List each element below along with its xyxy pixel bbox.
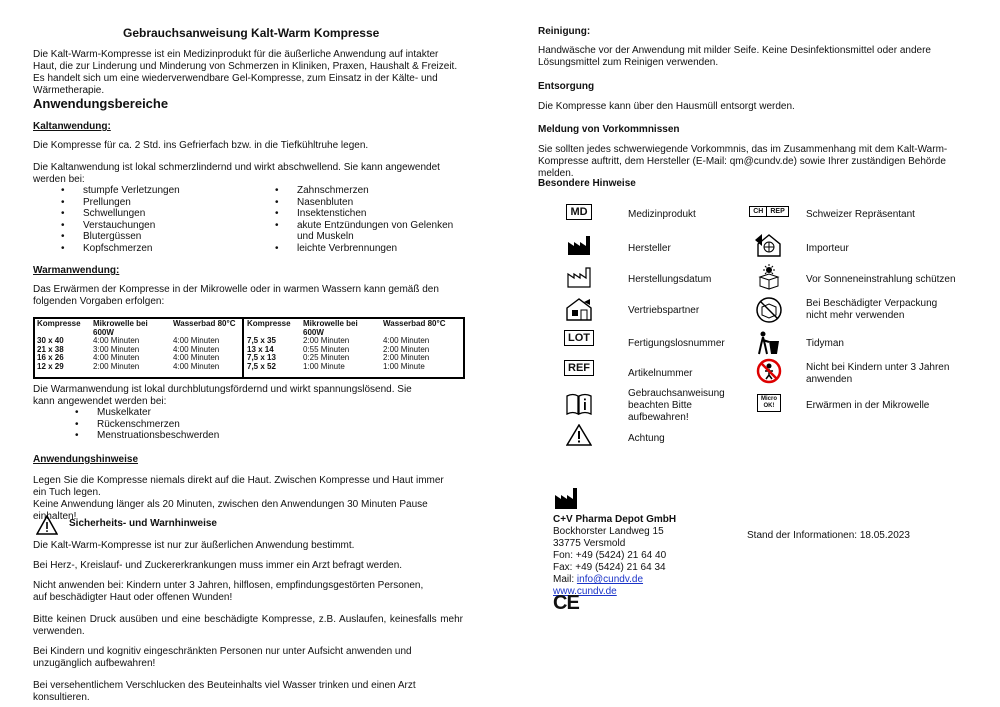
symbol-label: Hersteller xyxy=(628,243,671,254)
table-cell: 30 x 40 xyxy=(37,336,64,345)
entsorgung-text: Die Kompresse kann über den Hausmüll entsorgt werden. xyxy=(538,101,795,112)
warning-icon xyxy=(36,515,58,535)
symbol-beschaedigt xyxy=(752,296,786,324)
instructions-icon xyxy=(562,392,596,416)
kalt-list-left xyxy=(61,185,251,254)
table-cell: 4:00 Minuten xyxy=(93,336,140,345)
list-item: • Kopfschmerzen xyxy=(61,243,251,255)
symbol-herstellungsdatum xyxy=(562,266,596,288)
symbol-ref xyxy=(562,360,596,376)
lot-icon xyxy=(562,330,596,346)
symbol-gebrauchsanweisung xyxy=(562,392,596,416)
symbol-label: Fertigungslosnummer xyxy=(628,338,725,349)
heating-table-right xyxy=(245,320,459,371)
table-cell: 0:55 Minuten xyxy=(303,344,350,354)
symbol-mikrowelle xyxy=(752,394,786,412)
page-title: Gebrauchsanweisung Kalt-Warm Kompresse xyxy=(123,26,380,40)
company-fax: Fax: +49 (5424) 21 64 34 xyxy=(553,562,666,573)
hinweise-text-1: Legen Sie die Kompresse niemals direkt auf die Haut. Zwischen Kompresse und Haut immer ein Tuch legen. xyxy=(33,475,444,498)
rep-text: REP xyxy=(770,208,785,215)
table-cell: 16 x 26 xyxy=(37,353,64,362)
table-cell: 4:00 Minuten xyxy=(173,336,220,345)
table-cell: 7,5 x 52 xyxy=(247,361,276,371)
sicherheit-text-6: Bei versehentlichem Verschlucken des Beuteinhalts viel Wasser trinken und einen Arzt konsultieren. xyxy=(33,680,416,703)
warm-list xyxy=(75,407,375,442)
ce-mark: CE xyxy=(553,592,579,614)
symbol-label: Importeur xyxy=(806,243,849,254)
company-mail-row xyxy=(553,574,676,586)
table-header: Wasserbad 80°C xyxy=(383,319,446,328)
list-item: • Prellungen xyxy=(61,197,251,209)
md-icon xyxy=(562,204,596,220)
symbol-label: Schweizer Repräsentant xyxy=(806,209,915,220)
list-item: • Nasenbluten xyxy=(275,197,467,209)
symbol-tidyman xyxy=(752,331,786,355)
email-link[interactable]: info@cundv.de xyxy=(576,574,644,585)
warm-heading: Warmanwendung: xyxy=(33,265,120,276)
hinweise-text-2: Keine Anwendung länger als 20 Minuten, zwischen den Anwendungen 30 Minuten Pause einhalten! xyxy=(33,499,428,522)
table-header: Mikrowelle bei 600W xyxy=(93,319,148,337)
sicherheit-text-4: Bitte keinen Druck ausüben und eine beschädigte Kompresse, z.B. Auslaufen, keinesfalls mehr verwenden. xyxy=(33,614,463,637)
table-cell: 12 x 29 xyxy=(37,361,64,371)
table-row xyxy=(35,363,241,372)
section-heading-anwendungsbereiche: Anwendungsbereiche xyxy=(33,96,169,111)
table-cell: 2:00 Minuten xyxy=(383,344,430,354)
ref-icon xyxy=(562,360,596,376)
list-item: • Verstauchungen xyxy=(61,220,251,232)
symbol-hersteller xyxy=(562,234,596,256)
symbol-label: Vertriebspartner xyxy=(628,305,700,316)
company-name: C+V Pharma Depot GmbH xyxy=(553,514,677,525)
warm-text-1: Das Erwärmen der Kompresse in der Mikrowelle oder in warmen Wassern kann gemäß den folgenden Vorgaben erfolgen: xyxy=(33,284,439,307)
symbol-label: Medizinprodukt xyxy=(628,209,696,220)
do-not-use-damaged-icon xyxy=(752,296,786,324)
table-row xyxy=(245,354,459,363)
table-cell: 21 x 38 xyxy=(37,344,64,354)
table-cell: 4:00 Minuten xyxy=(173,353,220,362)
manufacture-date-icon xyxy=(562,266,596,288)
table-cell: 2:00 Minuten xyxy=(93,361,140,371)
table-cell: 7,5 x 13 xyxy=(247,353,276,362)
keep-away-sunlight-icon xyxy=(752,264,786,290)
table-header: Mikrowelle bei 600W xyxy=(303,319,358,337)
list-item: • Menstruationsbeschwerden xyxy=(75,430,375,442)
sicherheit-text-5: Bei Kindern und kognitiv eingeschränkten Personen nur unter Aufsicht anwenden und unzugänglich aufbewahren! xyxy=(33,646,412,669)
sicherheit-text-1: Die Kalt-Warm-Kompresse ist nur zur äußerlichen Anwendung bestimmt. xyxy=(33,540,355,551)
importer-icon xyxy=(752,230,786,258)
symbol-achtung xyxy=(562,424,596,446)
manufacturer-icon xyxy=(553,486,579,513)
meldung-heading: Meldung von Vorkommnissen xyxy=(538,124,680,135)
hinweise-heading: Anwendungshinweise xyxy=(33,454,139,465)
symbol-kinder xyxy=(752,358,786,384)
warm-text-2: Die Warmanwendung ist lokal durchblutungsfördernd und wirkt spannungslösend. Sie kann angewendet werden bei: xyxy=(33,384,412,407)
kalt-text-2: Die Kaltanwendung ist lokal schmerzlindernd und wirkt abschwellend. Sie kann angewendet werden bei: xyxy=(33,162,440,185)
heating-table-left xyxy=(35,320,241,371)
no-children-icon xyxy=(752,358,786,384)
table-cell: 4:00 Minuten xyxy=(173,361,220,371)
microwave-icon xyxy=(752,394,786,412)
list-item: • Insektenstichen xyxy=(275,208,467,220)
table-cell: 1:00 Minute xyxy=(383,361,425,371)
besondere-heading: Besondere Hinweise xyxy=(538,178,636,189)
company-phone: Fon: +49 (5424) 21 64 40 xyxy=(553,550,667,561)
symbol-label: Tidyman xyxy=(806,338,844,349)
symbol-importeur xyxy=(752,230,786,258)
tidyman-icon xyxy=(752,331,786,355)
symbol-ch-rep xyxy=(752,206,786,217)
symbol-lot xyxy=(562,330,596,346)
table-cell: 4:00 Minuten xyxy=(383,336,430,345)
sicherheit-heading: Sicherheits- und Warnhinweise xyxy=(69,518,217,529)
table-cell: 4:00 Minuten xyxy=(93,353,140,362)
micro-text: Micro xyxy=(760,396,777,402)
list-item: • Blutergüssen xyxy=(61,231,251,243)
symbol-label: Achtung xyxy=(628,433,665,444)
table-header: Wasserbad 80°C xyxy=(173,319,236,328)
stand-date: Stand der Informationen: 18.05.2023 xyxy=(747,530,910,541)
table-cell: 1:00 Minute xyxy=(303,361,345,371)
symbol-medizinprodukt xyxy=(562,204,596,220)
table-cell: 2:00 Minuten xyxy=(303,336,350,345)
distributor-icon xyxy=(562,296,596,322)
symbol-label: Gebrauchsanweisung beachten Bitte aufbewahren! xyxy=(628,388,725,423)
symbol-label: Artikelnummer xyxy=(628,368,693,379)
list-item: • leichte Verbrennungen xyxy=(275,243,467,255)
symbol-label: Nicht bei Kindern unter 3 Jahren anwenden xyxy=(806,362,950,385)
entsorgung-heading: Entsorgung xyxy=(538,81,595,92)
warning-icon xyxy=(562,424,596,446)
lot-icon-text: LOT xyxy=(564,330,594,346)
list-item: • Rückenschmerzen xyxy=(75,419,375,431)
kalt-text-1: Die Kompresse für ca. 2 Std. ins Gefrierfach bzw. in die Tiefkühltruhe legen. xyxy=(33,140,369,151)
manufacturer-icon xyxy=(562,234,596,256)
table-cell: 4:00 Minuten xyxy=(173,344,220,354)
sicherheit-text-2: Bei Herz-, Kreislauf- und Zuckererkrankungen muss immer ein Arzt befragt werden. xyxy=(33,560,403,571)
table-header: Kompresse xyxy=(247,319,291,328)
kalt-heading: Kaltanwendung: xyxy=(33,121,111,132)
sicherheit-text-3: Nicht anwenden bei: Kindern unter 3 Jahren, hilflosen, empfindungsgestörten Personen, auf beschädigter Haut oder offenen Wunden! xyxy=(33,580,424,603)
intro-text: Die Kalt-Warm-Kompresse ist ein Medizinprodukt für die äußerliche Anwendung auf intakter Haut, die zur Linderung und Minderung von Schmerzen in Kliniken, Praxen, Haushalt & Freizeit. Es handelt sich um eine wiederverwendbare Gel-Kompresse, zum Einsatz in der Kälte- und Wärmetherapie. xyxy=(33,49,458,96)
mail-prefix: Mail: xyxy=(553,574,577,585)
company-block xyxy=(553,514,676,598)
symbol-label: Bei Beschädigter Verpackung nicht mehr verwenden xyxy=(806,298,938,321)
kalt-list-right xyxy=(275,185,467,254)
company-street: Bockhorster Landweg 15 xyxy=(553,526,664,537)
list-item: • stumpfe Verletzungen xyxy=(61,185,251,197)
reinigung-text: Handwäsche vor der Anwendung mit milder Seife. Keine Desinfektionsmittel oder andere Lösungsmittel zum Reinigen verwenden. xyxy=(538,45,931,68)
table-header: Kompresse xyxy=(37,319,81,328)
ok-text: OK! xyxy=(763,403,775,409)
list-item: • Schwellungen xyxy=(61,208,251,220)
reinigung-heading: Reinigung: xyxy=(538,26,591,37)
ch-rep-icon xyxy=(752,206,786,217)
ref-icon-text: REF xyxy=(564,360,594,376)
symbol-sonne xyxy=(752,264,786,290)
table-cell: 13 x 14 xyxy=(247,344,274,354)
symbol-label: Herstellungsdatum xyxy=(628,274,712,285)
table-cell: 3:00 Minuten xyxy=(93,344,140,354)
table-cell: 7,5 x 35 xyxy=(247,336,276,345)
table-cell: 0:25 Minuten xyxy=(303,353,350,362)
md-icon-text: MD xyxy=(566,204,591,220)
symbol-vertriebspartner xyxy=(562,296,596,322)
meldung-text: Sie sollten jedes schwerwiegende Vorkommnis, das im Zusammenhang mit dem Kalt-Warm-Kompresse auftritt, dem Hersteller (E-Mail: qm@cundv.de) sowie Ihrer zuständigen Behörde melden. xyxy=(538,144,948,179)
list-item: • akute Entzündungen von Gelenken und Muskeln xyxy=(275,220,467,243)
company-city: 33775 Versmold xyxy=(553,538,626,549)
table-cell: 2:00 Minuten xyxy=(383,353,430,362)
list-item: • Muskelkater xyxy=(75,407,375,419)
symbol-label: Vor Sonneneinstrahlung schützen xyxy=(806,274,956,285)
ch-text: CH xyxy=(750,207,767,216)
table-divider xyxy=(242,317,244,379)
website-link[interactable]: www.cundv.de xyxy=(553,586,617,597)
symbol-label: Erwärmen in der Mikrowelle xyxy=(806,400,930,411)
table-row xyxy=(245,363,459,372)
list-item: • Zahnschmerzen xyxy=(275,185,467,197)
